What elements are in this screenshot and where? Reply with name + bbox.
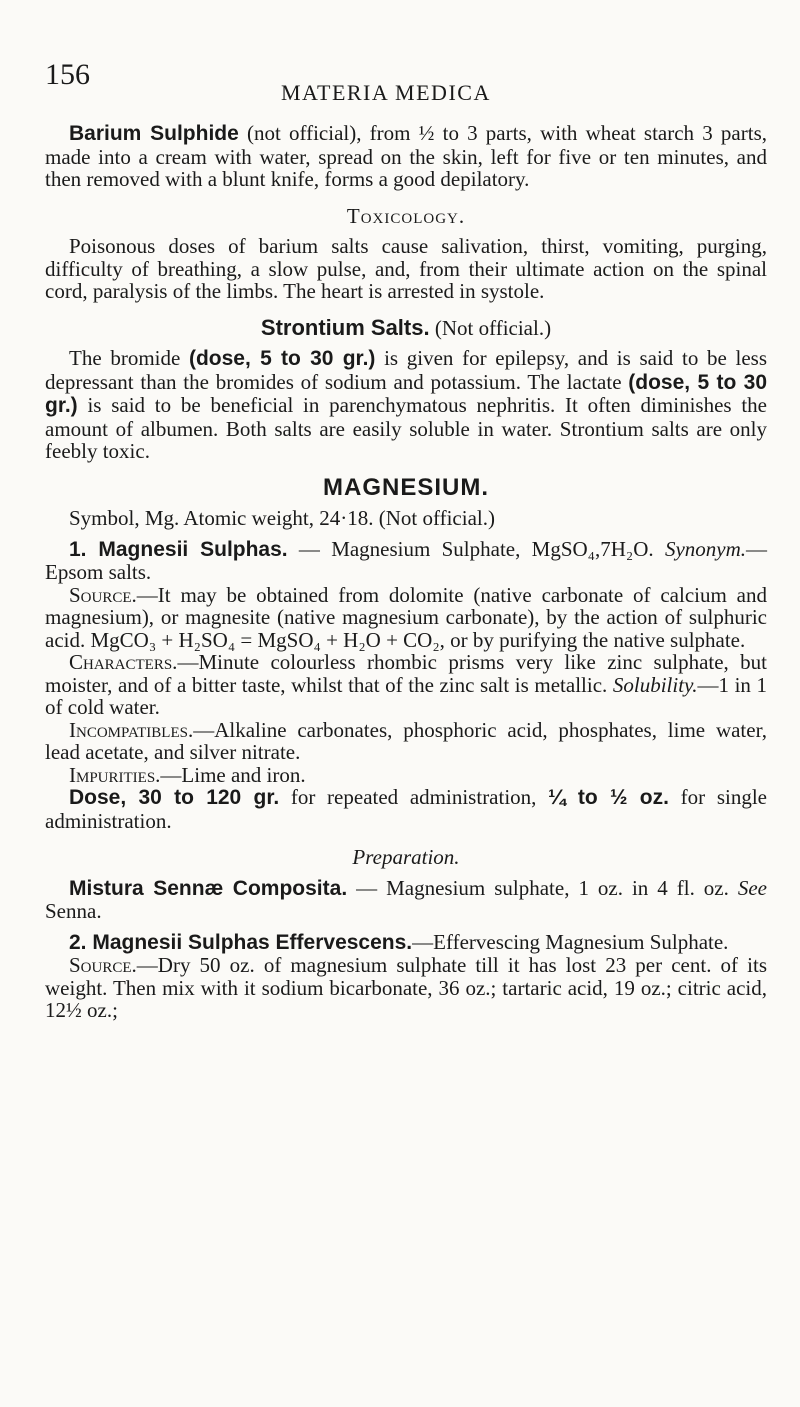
mistura-text: — Magnesium sulphate, 1 oz. in 4 fl. oz. — [347, 875, 738, 900]
synonym-label: Synonym. — [664, 536, 746, 561]
magnesium-symbol-line: Symbol, Mg. Atomic weight, 24·18. (Not official.) — [69, 506, 495, 530]
solubility-label: Solubility. — [612, 672, 698, 697]
item-1-text: — Magnesium Sulphate, MgSO₄,7H₂O. — [287, 536, 665, 561]
see-label: See — [737, 875, 767, 900]
impurities-label: Impurities. — [69, 762, 161, 787]
dose-quantity: ¼ to ½ oz. — [548, 786, 669, 809]
impurities-paragraph — [45, 764, 767, 787]
strontium-note: (Not official.) — [429, 315, 552, 340]
toxicology-paragraph: Poisonous doses of barium salts cause salivation, thirst, vomiting, purging, difficulty of breathing, a slow pulse, and, from their ultimate action on the spinal cord, paralysis of the limbs. The heart is arrested in systole. — [45, 234, 767, 303]
barium-heading: Barium Sulphide — [69, 122, 239, 145]
mistura-paragraph — [45, 877, 767, 923]
page-header — [45, 58, 767, 105]
source-paragraph — [45, 584, 767, 652]
book-page — [45, 58, 767, 1022]
dose-paragraph — [45, 786, 767, 832]
dose-text-a: for repeated administration, — [279, 785, 549, 809]
item-2-heading: 2. Magnesii Sulphas Effervescens. — [69, 930, 413, 954]
mistura-heading: Mistura Sennæ Composita. — [69, 876, 348, 900]
strontium-text-c: is said to be beneficial in parenchymatous nephritis. It often diminishes the amount of albumen. Both salts are easily soluble in water. Strontium salts are only feebly toxic. — [45, 393, 767, 463]
toxicology-heading: Toxicology. — [346, 203, 466, 228]
dose-text-b: for single administration. — [45, 785, 767, 833]
preparation-heading: Preparation. — [352, 845, 460, 869]
synonym-text: —Epsom salts. — [45, 536, 767, 584]
strontium-dose-2: (dose, 5 to 30 gr.) — [45, 370, 767, 417]
strontium-heading-line — [45, 314, 767, 340]
source-label: Source. — [69, 582, 137, 607]
impurities-text: —Lime and iron. — [160, 762, 306, 787]
incompatibles-label: Incompatibles. — [69, 717, 194, 742]
item-2-paragraph — [45, 931, 767, 955]
dose-label: Dose, 30 to 120 gr. — [69, 786, 280, 809]
solubility-text: —1 in 1 of cold water. — [45, 672, 768, 719]
strontium-paragraph — [45, 347, 767, 463]
running-head: MATERIA MEDICA — [281, 80, 491, 105]
strontium-text-a: The bromide — [69, 346, 189, 370]
see-text: Senna. — [45, 899, 102, 923]
incompatibles-paragraph — [45, 719, 767, 764]
barium-paragraph — [45, 122, 767, 191]
source-2-paragraph — [45, 954, 767, 1022]
characters-text: —Minute colourless rhombic prisms very like zinc sulphate, but moister, and of a bitter taste, whilst that of the zinc salt is metallic. — [45, 650, 767, 697]
barium-text: (not official), from ½ to 3 parts, with wheat starch 3 parts, made into a cream with water, spread on the skin, left for five or ten minutes, and then removed with a blunt knife, forms a good depilatory. — [45, 121, 767, 191]
source-2-label: Source. — [69, 953, 137, 977]
characters-label: Characters. — [69, 650, 178, 674]
source-text: —It may be obtained from dolomite (native carbonate of calcium and magnesium), or magnesite (native magnesium carbonate), by the action of sulphuric acid. MgCO₃ + H₂SO₄ = MgSO₄ + H₂O + CO₂, or by purifying the native sulphate. — [45, 582, 767, 652]
item-1-heading: 1. Magnesii Sulphas. — [69, 537, 288, 561]
characters-paragraph — [45, 651, 767, 719]
item-1-paragraph — [45, 538, 767, 584]
page-number: 156 — [45, 58, 90, 91]
magnesium-heading: MAGNESIUM. — [323, 473, 489, 501]
strontium-text-b: is given for epilepsy, and is said to be less depressant than the bromides of sodium and potassium. The lactate — [45, 346, 767, 394]
item-2-text: —Effervescing Magnesium Sulphate. — [412, 929, 729, 954]
strontium-heading: Strontium Salts. — [260, 314, 430, 340]
incompatibles-text: —Alkaline carbonates, phosphoric acid, phosphates, lime water, lead acetate, and silver nitrate. — [45, 717, 767, 764]
source-2-text: —Dry 50 oz. of magnesium sulphate till it has lost 23 per cent. of its weight. Then mix with it sodium bicarbonate, 36 oz.; tartaric acid, 19 oz.; citric acid, 12½ oz.; — [45, 953, 767, 1022]
strontium-dose-1: (dose, 5 to 30 gr.) — [188, 347, 376, 370]
